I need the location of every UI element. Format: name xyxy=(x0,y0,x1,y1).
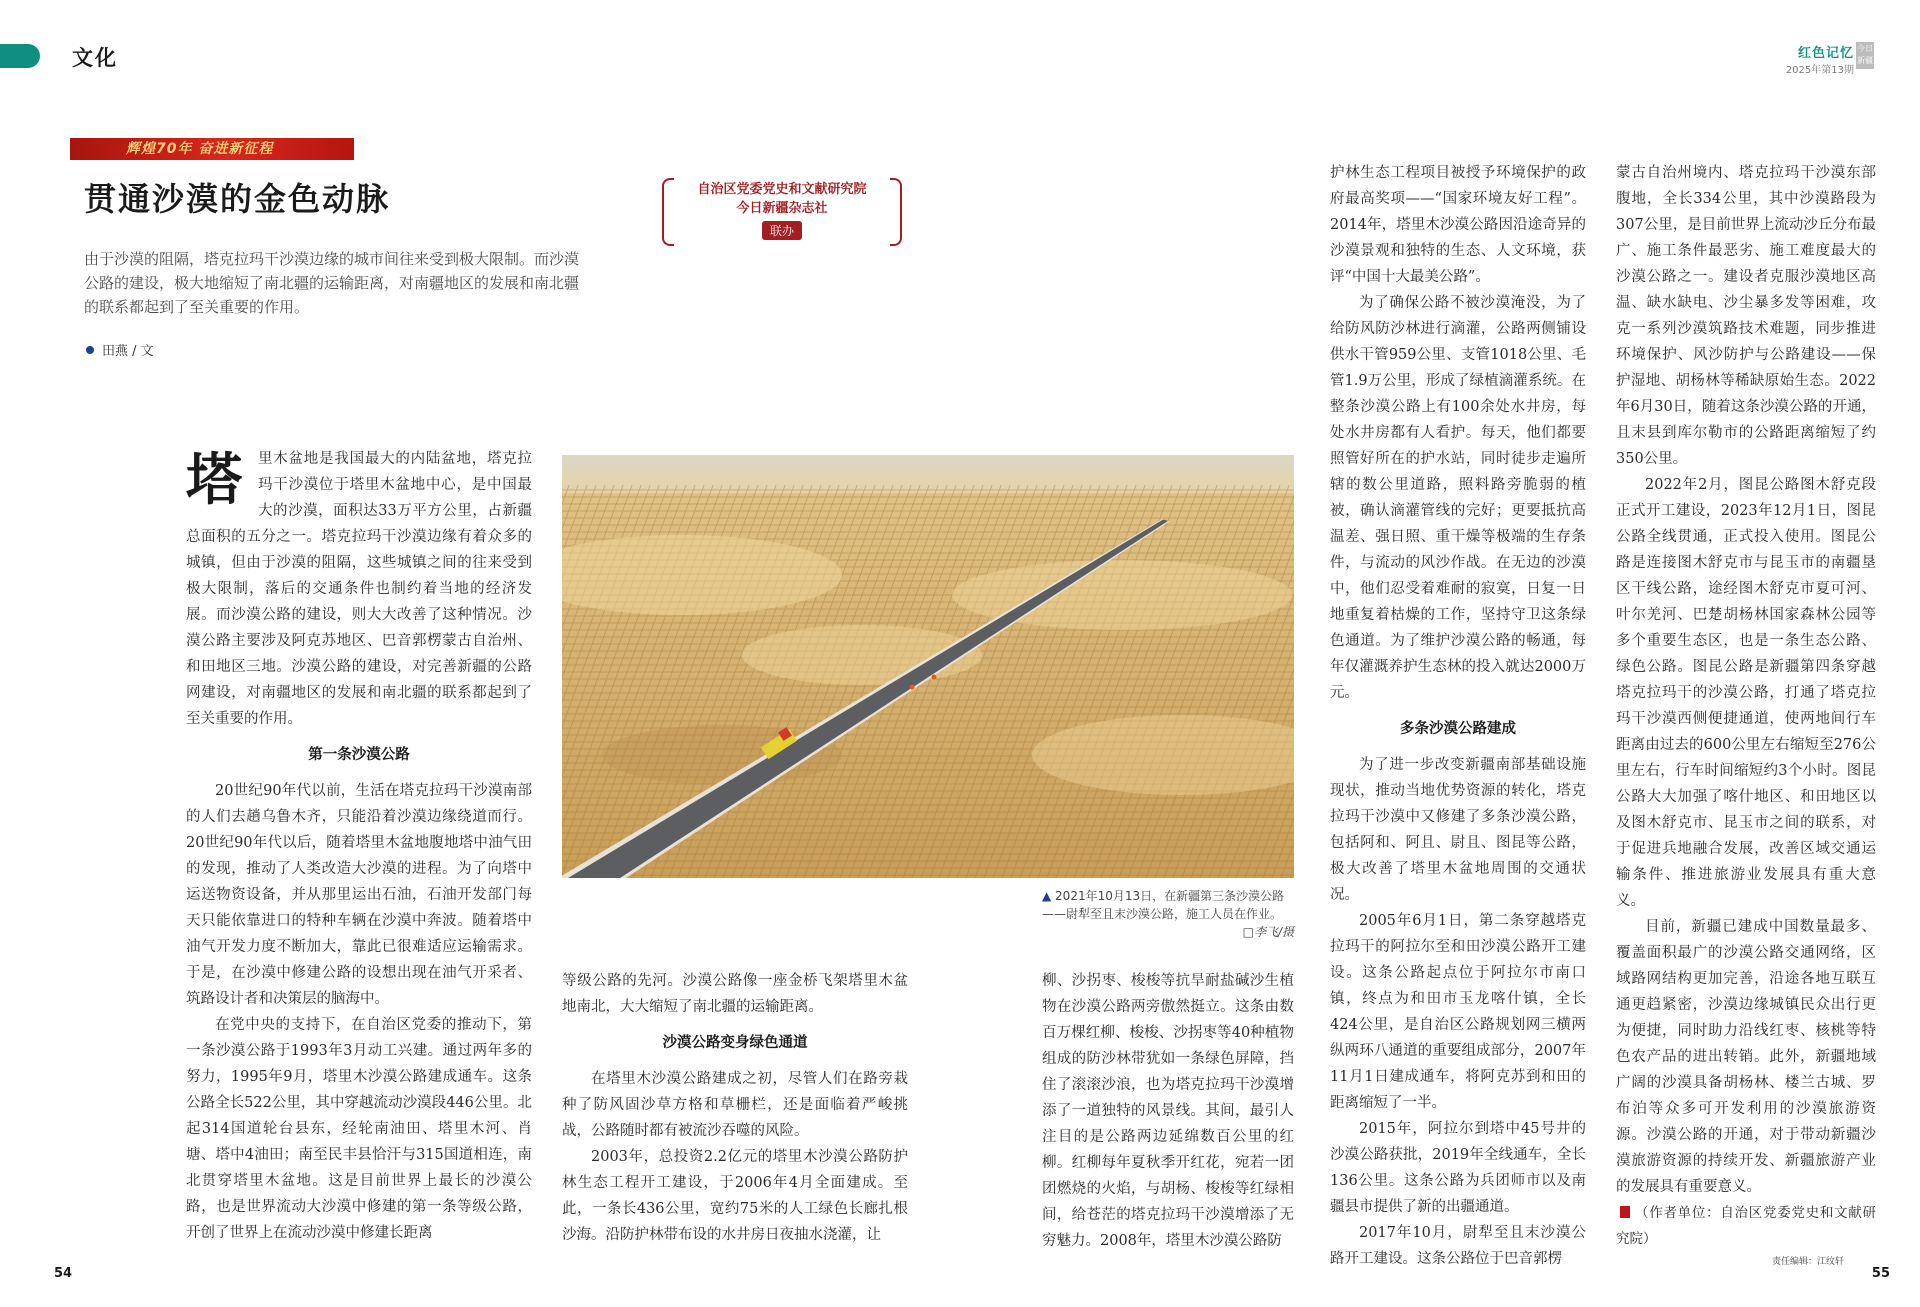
caption-text: 2021年10月13日，在新疆第三条沙漠公路——尉犁至且末沙漠公路，施工人员在作业。 xyxy=(1042,889,1285,921)
paragraph: 2022年2月，图昆公路图木舒克段正式开工建设，2023年12月1日，图昆公路全线贯通，正式投入使用。图昆公路是连接图木舒克市与昆玉市的南疆垦区干线公路，途经图木舒克市夏可河、叶尔羌河、巴楚胡杨林国家森林公园等多个重要生态区，也是一条生态公路、绿色公路。图昆公路是新疆第四条穿越塔克拉玛干的沙漠公路，打通了塔克拉玛干沙漠西侧便捷通道，使两地间行车距离由过去的600公里左右缩短至276公里左右，行车时间缩短约3个小时。图昆公路大大加强了喀什地区、和田地区以及图木舒克市、昆玉市之间的联系，对于促进兵地融合发展，改善区域交通运输条件、推进旅游业发展具有重大意义。 xyxy=(1616,477,1876,909)
magazine-brand xyxy=(1786,42,1854,76)
paragraph: 2003年，总投资2.2亿元的塔里木沙漠公路防护林生态工程开工建设，于2006年4月全面建成。至此，一条长436公里，宽约75米的人工绿色长廊扎根沙海。沿防护林带布设的水井房日夜抽水浇灌，让 xyxy=(562,1149,908,1243)
issue-number: 2025年第13期 xyxy=(1785,65,1854,76)
paragraph: 等级公路的先河。沙漠公路像一座金桥飞架塔里木盆地南北，大大缩短了南北疆的运输距离。 xyxy=(562,973,908,1015)
text-column-4 xyxy=(1330,160,1586,1272)
author-affiliation-text: （作者单位：自治区党委党史和文献研究院） xyxy=(1616,1205,1877,1247)
paragraph: 在党中央的支持下，在自治区党委的推动下，第一条沙漠公路于1993年3月动工兴建。通过两年多的努力，1995年9月，塔里木沙漠公路建成通车。这条公路全长522公里，其中穿越流动沙漠段446公里。北起314国道轮台县东，经轮南油田、塔里木河、肖塘、塔中4油田；南至民丰县恰汗与315国道相连，南北贯穿塔里木盆地。这是目前世界上最长的沙漠公路，也是世界流动大沙漠中修建的第一条等级公路，开创了世界上在流动沙漠中修建长距离 xyxy=(186,1017,532,1241)
end-mark-icon xyxy=(1620,1206,1630,1218)
byline-bullet-icon xyxy=(86,346,94,354)
article-headline: 贯通沙漠的金色动脉 xyxy=(84,180,391,218)
drop-cap: 塔 xyxy=(186,447,242,513)
desert-highway-photo xyxy=(562,455,1294,878)
section-heading-multiple-roads: 多条沙漠公路建成 xyxy=(1400,721,1516,737)
organizer-1: 自治区党委党史和文献研究院 xyxy=(697,182,867,197)
section-tab-marker xyxy=(0,44,40,68)
paragraph: 为了进一步改变新疆南部基础设施现状，推动当地优势资源的转化，塔克拉玛干沙漠中又修建了多条沙漠公路，包括阿和、阿且、尉且、图昆等公路，极大改善了塔里木盆地周围的交通状况。 xyxy=(1330,757,1586,903)
text-column-3 xyxy=(1042,968,1294,1254)
photo-credit: □李飞/摄 xyxy=(1242,925,1294,939)
page-number-right: 55 xyxy=(1871,1266,1890,1281)
page-number-left: 54 xyxy=(54,1266,73,1281)
section-label: 文化 xyxy=(72,46,118,70)
paragraph: 2015年，阿拉尔到塔中45号井的沙漠公路获批，2019年全线通车，全长136公里。这条公路为兵团师市以及南疆县市提供了新的出疆通道。 xyxy=(1330,1121,1586,1215)
byline-author: 田燕 / 文 xyxy=(102,344,154,359)
organizer-box xyxy=(662,178,902,244)
series-banner xyxy=(70,138,354,160)
photo-caption xyxy=(1042,887,1294,941)
intro-paragraph: 里木盆地是我国最大的内陆盆地，塔克拉玛干沙漠位于塔里木盆地中心，是中国最大的沙漠，面积达33万平方公里，占新疆总面积的五分之一。塔克拉玛干沙漠边缘有着众多的城镇，但由于沙漠的阻隔，这些城镇之间的往来受到极大限制，落后的交通条件也制约着当地的经济发展。而沙漠公路的建设，则大大改善了这种情况。沙漠公路主要涉及阿克苏地区、巴音郭楞蒙古自治州、和田地区三地。沙漠公路的建设，对完善新疆的公路网建设，对南疆地区的发展和南北疆的联系都起到了至关重要的作用。 xyxy=(186,451,532,727)
left-bracket xyxy=(662,178,674,246)
paragraph: 在塔里木沙漠公路建成之初，尽管人们在路旁栽种了防风固沙草方格和草栅栏，还是面临着严峻挑战，公路随时都有被流沙吞噬的风险。 xyxy=(562,1071,908,1139)
section-heading-green-corridor: 沙漠公路变身绿色通道 xyxy=(662,1035,808,1051)
text-column-5 xyxy=(1616,160,1876,1252)
paragraph: 2005年6月1日，第二条穿越塔克拉玛干的阿拉尔至和田沙漠公路开工建设。这条公路起点位于阿拉尔市南口镇，终点为和田市玉龙喀什镇，全长424公里，是自治区公路规划网三横两纵两环八通道的重要组成部分，2007年11月1日建成通车，将阿克苏到和田的距离缩短了一半。 xyxy=(1330,913,1586,1111)
caption-triangle-icon: ▲ xyxy=(1042,889,1056,903)
paragraph: 柳、沙拐枣、梭梭等抗旱耐盐碱沙生植物在沙漠公路两旁傲然挺立。这条由数百万棵红柳、梭梭、沙拐枣等40种植物组成的防沙林带犹如一条绿色屏障，挡住了滚滚沙浪，也为塔克拉玛干沙漠增添了一道独特的风景线。其间，最引人注目的是公路两边延绵数百公里的红柳。红柳每年夏秋季开红花，宛若一团团燃烧的火焰，与胡杨、梭梭等红绿相间，给苍茫的塔克拉玛干沙漠增添了无穷魅力。2008年，塔里木沙漠公路防 xyxy=(1042,973,1294,1249)
paragraph: 蒙古自治州境内、塔克拉玛干沙漠东部腹地，全长334公里，其中沙漠路段为307公里，是目前世界上流动沙丘分布最广、施工条件最恶劣、施工难度最大的沙漠公路之一。建设者克服沙漠地区高温、缺水缺电、沙尘暴多发等困难，攻克一系列沙漠筑路技术难题，同步推进环境保护、风沙防护与公路建设——保护湿地、胡杨林等稀缺原始生态。2022年6月30日，随着这条沙漠公路的开通，且末县到库尔勒市的公路距离缩短了约350公里。 xyxy=(1616,165,1876,467)
series-banner-text: 辉煌70年 奋进新征程 xyxy=(126,141,274,157)
organizer-2: 今日新疆杂志社 xyxy=(736,201,828,216)
co-host-badge: 联办 xyxy=(762,221,802,240)
paragraph: 20世纪90年代以前，生活在塔克拉玛干沙漠南部的人们去趟乌鲁木齐，只能沿着沙漠边缘绕道而行。20世纪90年代以后，随着塔里木盆地腹地塔中油气田的发现，推动了人类改造大沙漠的进程。为了向塔中运送物资设备，并从那里运出石油，石油开发部门每天只能依靠进口的特种车辆在沙漠中奔波。随着塔中油气开发力度不断加大，靠此已很难适应运输需求。于是，在沙漠中修建公路的设想出现在油气开采者、筑路设计者和决策层的脑海中。 xyxy=(186,783,532,1007)
text-column-1 xyxy=(186,446,532,1246)
section-heading-first-road: 第一条沙漠公路 xyxy=(308,747,410,763)
right-bracket xyxy=(890,178,902,246)
article-lede: 由于沙漠的阻隔，塔克拉玛干沙漠边缘的城市间往来受到极大限制。而沙漠公路的建设，极大地缩短了南北疆的运输距离，对南疆地区的发展和南北疆的联系都起到了至关重要的作用。 xyxy=(84,250,580,316)
byline xyxy=(86,340,154,359)
paragraph: 为了确保公路不被沙漠淹没，为了给防风防沙林进行滴灌，公路两侧铺设供水干管959公里、支管1018公里、毛管1.9万公里，形成了绿植滴灌系统。在整条沙漠公路上有100余处水井房，每处水井房都有人看护。每天，他们都要照管好所在的护水站，同时徒步走遍所辖的数公里道路，照料路旁脆弱的植被，确认滴灌管线的完好；更要抵抗高温差、强日照、重干燥等极端的生存条件，与流动的风沙作战。在无边的沙漠中，他们忍受着难耐的寂寞，日复一日地重复着枯燥的工作，坚持守卫这条绿色通道。为了维护沙漠公路的畅通，每年仅灌溉养护生态林的投入就达2000万元。 xyxy=(1330,295,1586,701)
magazine-name: 红色记忆 xyxy=(1797,46,1854,61)
paragraph: 护林生态工程项目被授予环境保护的政府最高奖项——“国家环境友好工程”。2014年，塔里木沙漠公路因沿途奇异的沙漠景观和独特的生态、人文环境，获评“中国十大最美公路”。 xyxy=(1330,165,1586,285)
author-affiliation xyxy=(1616,1200,1876,1252)
paragraph: 2017年10月，尉犁至且末沙漠公路开工建设。这条公路位于巴音郭楞 xyxy=(1330,1225,1586,1267)
magazine-logo: 今日新疆 xyxy=(1856,42,1874,69)
responsible-editor: 责任编辑：江纹轩 xyxy=(1771,1257,1844,1267)
text-column-2 xyxy=(562,968,908,1248)
paragraph: 目前，新疆已建成中国数量最多、覆盖面积最广的沙漠公路交通网络，区域路网结构更加完善，沿途各地互联互通更趋紧密，沙漠边缘城镇民众出行更为便捷，同时助力沿线红枣、核桃等特色农产品的进出转销。此外，新疆地域广阔的沙漠具备胡杨林、楼兰古城、罗布泊等众多可开发利用的沙漠旅游资源。沙漠公路的开通，对于带动新疆沙漠旅游资源的持续开发、新疆旅游产业的发展具有重要意义。 xyxy=(1616,919,1876,1195)
